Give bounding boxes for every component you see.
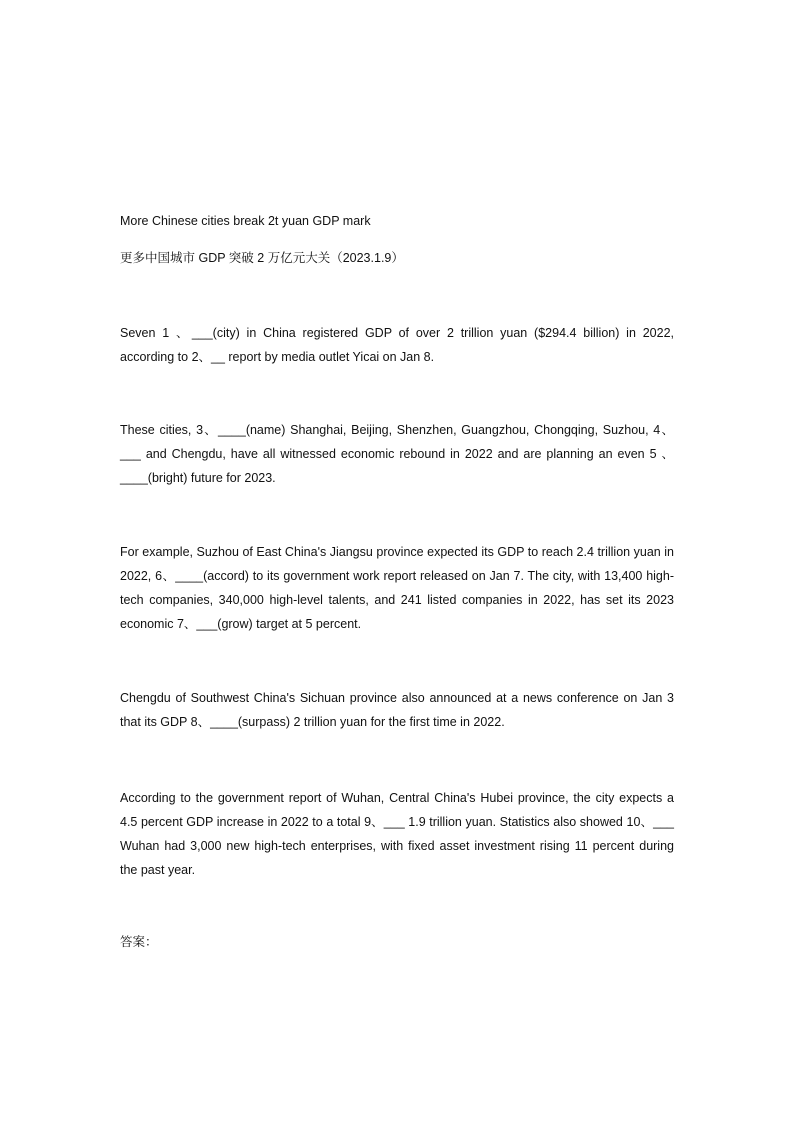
paragraph-4: Chengdu of Southwest China's Sichuan province also announced at a news conference on Jan 3 that its GDP 8、____(surpass) 2 trillion yuan for the first time in 2022.	[120, 691, 674, 729]
title-english: More Chinese cities break 2t yuan GDP mark	[120, 214, 371, 228]
paragraph-5: According to the government report of Wuhan, Central China's Hubei province, the city expects a 4.5 percent GDP increase in 2022 to a total 9、___ 1.9 trillion yuan. Statistics also showed 10、___ Wuhan had 3,000 new high-tech enterprises, with fixed asset investment rising 11 percent during the past year.	[120, 791, 674, 877]
paragraph-2: These cities, 3、____(name) Shanghai, Beijing, Shenzhen, Guangzhou, Chongqing, Suzhou, 4、___ and Chengdu, have all witnessed economic rebound in 2022 and are planning an even 5 、____(bright) future for 2023.	[120, 423, 674, 485]
answer-label: 答案：	[120, 935, 158, 949]
paragraph-3: For example, Suzhou of East China's Jiangsu province expected its GDP to reach 2.4 trillion yuan in 2022, 6、____(accord) to its government work report released on Jan 7. The city, with 13,400 high-tech companies, 340,000 high-level talents, and 241 listed companies in 2022, has set its 2023 economic 7、___(grow) target at 5 percent.	[120, 545, 674, 631]
paragraph-1: Seven 1 、___(city) in China registered GDP of over 2 trillion yuan ($294.4 billion) in 2022, according to 2、__ report by media outlet Yicai on Jan 8.	[120, 326, 674, 364]
title-chinese: 更多中国城市 GDP 突破 2 万亿元大关（2023.1.9）	[120, 251, 404, 265]
